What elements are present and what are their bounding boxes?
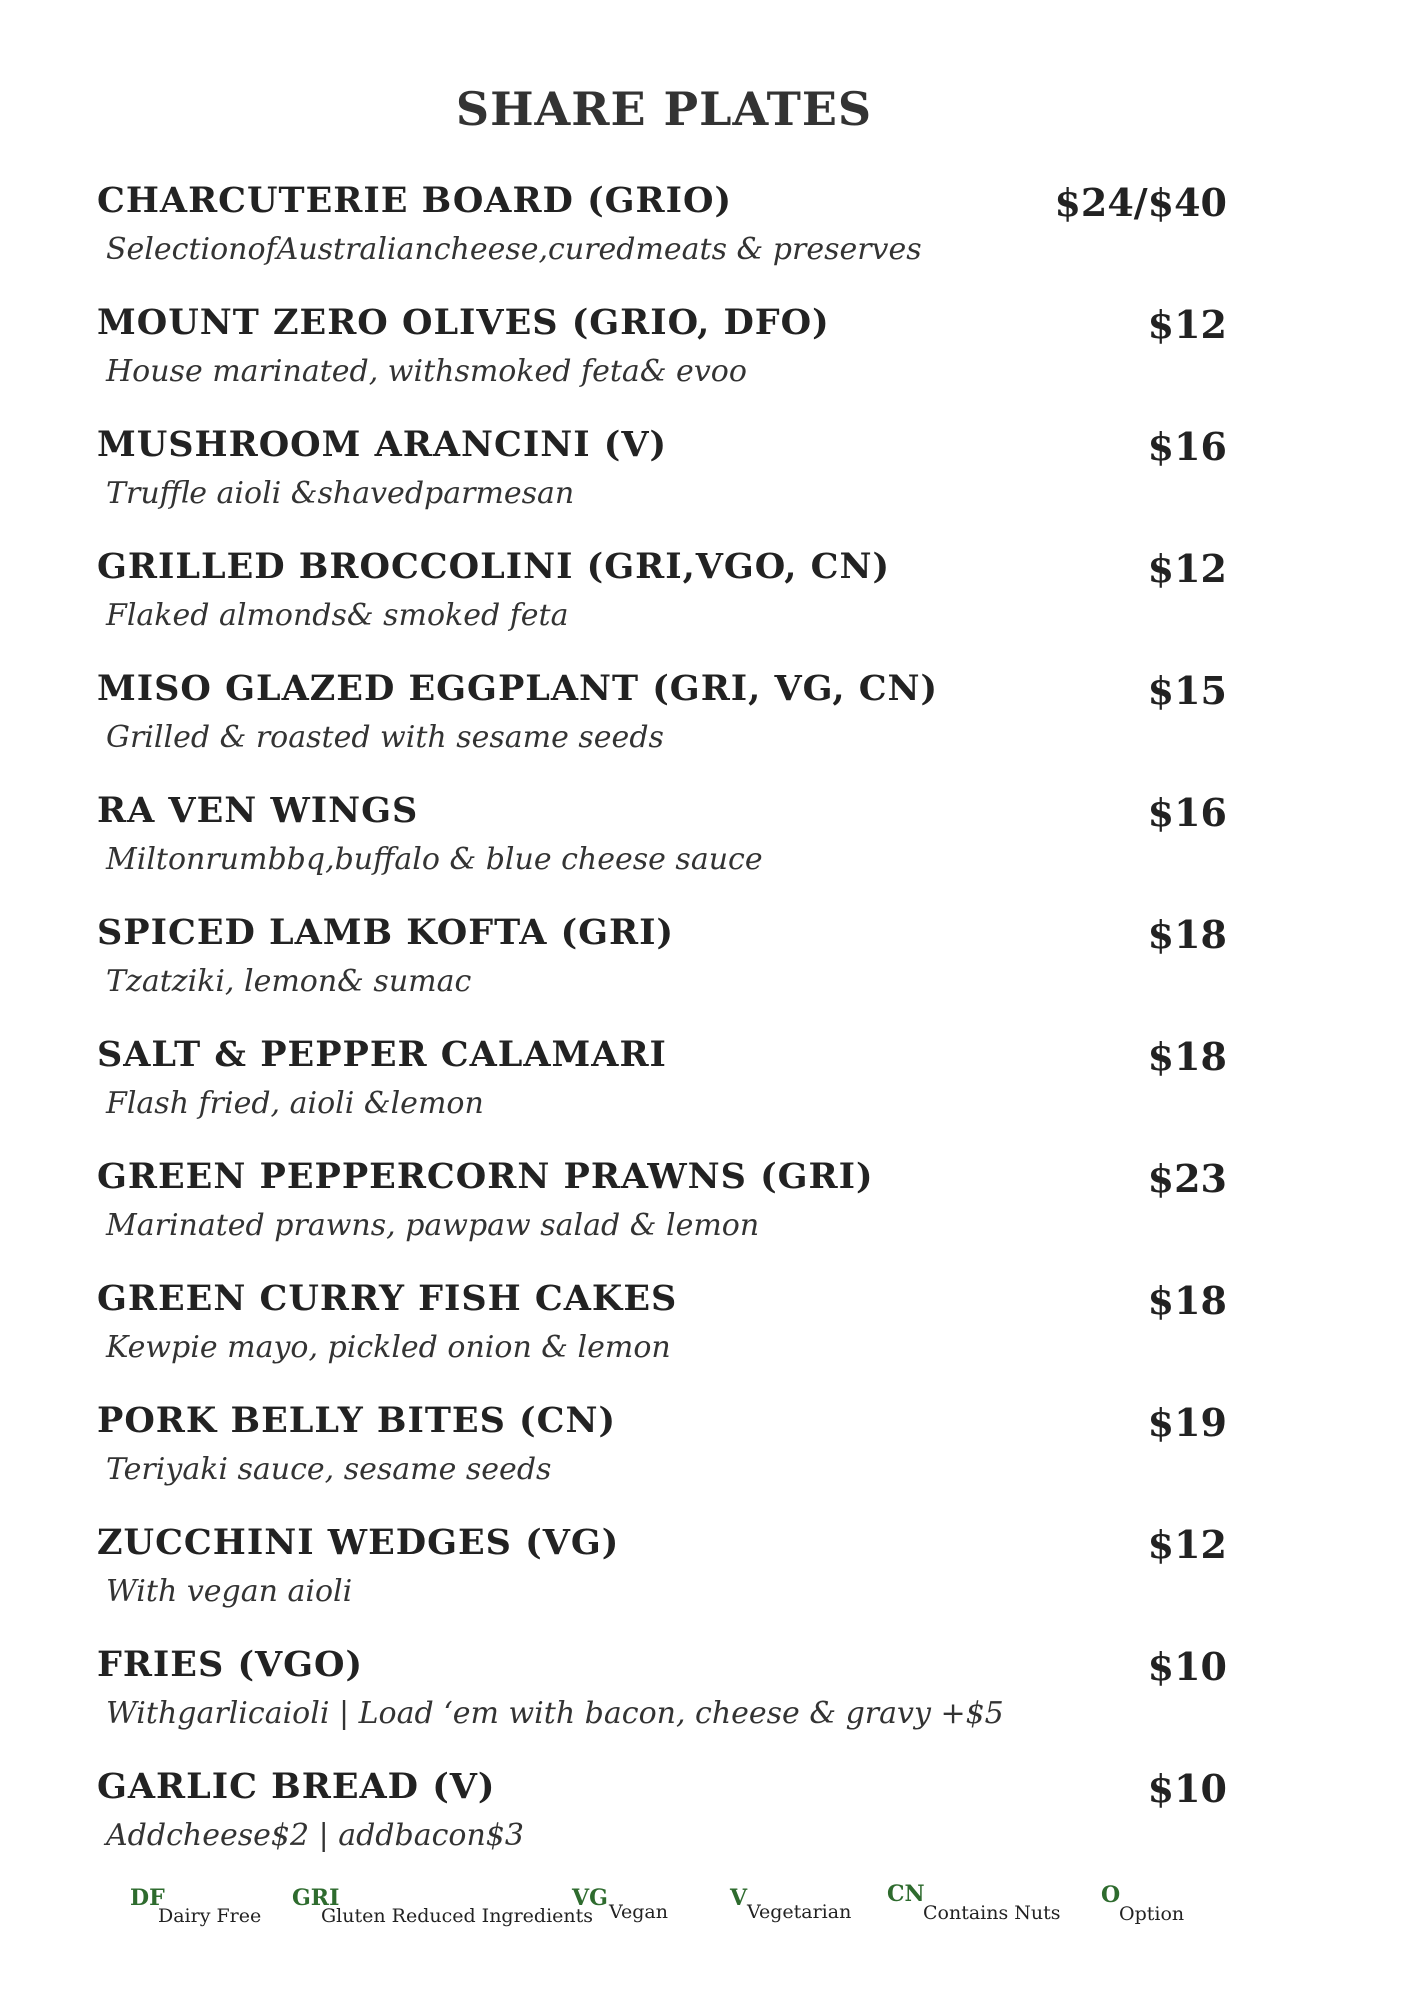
- legend-code: O: [1101, 1882, 1121, 1908]
- item-description: Tzatziki, lemon& sumac: [106, 964, 472, 999]
- item-name: MOUNT ZERO OLIVES (GRIO, DFO): [97, 302, 830, 343]
- item-description: Grilled & roasted with sesame seeds: [106, 720, 664, 755]
- legend-label: Option: [1119, 1903, 1185, 1925]
- menu-item: [97, 1034, 1227, 1134]
- legend-vegan: [572, 1885, 682, 1945]
- menu-item: [97, 180, 1227, 280]
- item-name: MISO GLAZED EGGPLANT (GRI, VG, CN): [97, 668, 939, 709]
- legend-contains-nuts: [887, 1881, 1061, 1945]
- legend-code: VG: [572, 1885, 608, 1911]
- menu-item: [97, 668, 1227, 768]
- menu-item: [97, 1278, 1227, 1378]
- legend-dairy-free: [130, 1885, 280, 1945]
- item-description: Kewpie mayo, pickled onion & lemon: [106, 1330, 671, 1365]
- item-price: $15: [1147, 668, 1227, 713]
- item-description: Withgarlicaioli | Load ‘em with bacon, cheese & gravy +$5: [106, 1696, 1004, 1731]
- item-name: GREEN PEPPERCORN PRAWNS (GRI): [97, 1156, 874, 1197]
- item-name: CHARCUTERIE BOARD (GRIO): [97, 180, 733, 221]
- legend-code: CN: [887, 1881, 925, 1907]
- item-description: With vegan aioli: [106, 1574, 353, 1609]
- item-name: GREEN CURRY FISH CAKES: [97, 1278, 678, 1319]
- item-description: Miltonrumbbq,buffalo & blue cheese sauce: [106, 842, 763, 877]
- menu-item: [97, 912, 1227, 1012]
- menu-item: [97, 424, 1227, 524]
- legend-label: Gluten Reduced Ingredients: [321, 1905, 594, 1927]
- item-description: Flaked almonds& smoked feta: [106, 598, 569, 633]
- menu-item: [97, 1156, 1227, 1256]
- menu-item: [97, 1766, 1227, 1866]
- legend-label: Vegan: [609, 1901, 668, 1923]
- item-price: $18: [1147, 1278, 1227, 1323]
- menu-item: [97, 1522, 1227, 1622]
- legend-code: GRI: [292, 1885, 340, 1911]
- item-price: $23: [1147, 1156, 1227, 1201]
- item-name: RA VEN WINGS: [97, 790, 419, 831]
- item-price: $12: [1147, 1522, 1227, 1567]
- legend-label: Contains Nuts: [923, 1902, 1061, 1924]
- item-price: $12: [1147, 546, 1227, 591]
- item-name: GARLIC BREAD (V): [97, 1766, 496, 1807]
- item-description: Marinated prawns, pawpaw salad & lemon: [106, 1208, 760, 1243]
- menu-item: [97, 546, 1227, 646]
- item-description: Addcheese$2 | addbacon$3: [106, 1818, 524, 1853]
- item-description: SelectionofAustraliancheese,curedmeats & preserves: [106, 232, 922, 267]
- item-name: PORK BELLY BITES (CN): [97, 1400, 617, 1441]
- item-description: House marinated, withsmoked feta& evoo: [106, 354, 747, 389]
- item-name: SALT & PEPPER CALAMARI: [97, 1034, 667, 1075]
- item-name: FRIES (VGO): [97, 1644, 364, 1685]
- item-price: $18: [1147, 1034, 1227, 1079]
- menu-item: [97, 790, 1227, 890]
- item-name: SPICED LAMB KOFTA (GRI): [97, 912, 675, 953]
- legend-vegetarian: [730, 1885, 860, 1945]
- legend-code: DF: [130, 1885, 165, 1911]
- item-name: ZUCCHINI WEDGES (VG): [97, 1522, 620, 1563]
- item-description: Flash fried, aioli &lemon: [106, 1086, 484, 1121]
- legend-code: V: [730, 1885, 748, 1911]
- item-price: $16: [1147, 424, 1227, 469]
- item-name: GRILLED BROCCOLINI (GRI,VGO, CN): [97, 546, 891, 587]
- item-price: $12: [1147, 302, 1227, 347]
- item-price: $24/$40: [1054, 180, 1227, 225]
- item-price: $16: [1147, 790, 1227, 835]
- page-title: SHARE PLATES: [455, 82, 873, 136]
- item-description: Truffle aioli &shavedparmesan: [106, 476, 575, 511]
- legend-label: Vegetarian: [747, 1901, 852, 1923]
- item-price: $19: [1147, 1400, 1227, 1445]
- legend-label: Dairy Free: [158, 1905, 262, 1927]
- item-name: MUSHROOM ARANCINI (V): [97, 424, 668, 465]
- item-price: $10: [1147, 1644, 1227, 1689]
- item-price: $10: [1147, 1766, 1227, 1811]
- menu-item: [97, 1400, 1227, 1500]
- item-price: $18: [1147, 912, 1227, 957]
- item-description: Teriyaki sauce, sesame seeds: [106, 1452, 552, 1487]
- menu-item: [97, 1644, 1227, 1744]
- menu-item: [97, 302, 1227, 402]
- legend-option: [1101, 1882, 1211, 1945]
